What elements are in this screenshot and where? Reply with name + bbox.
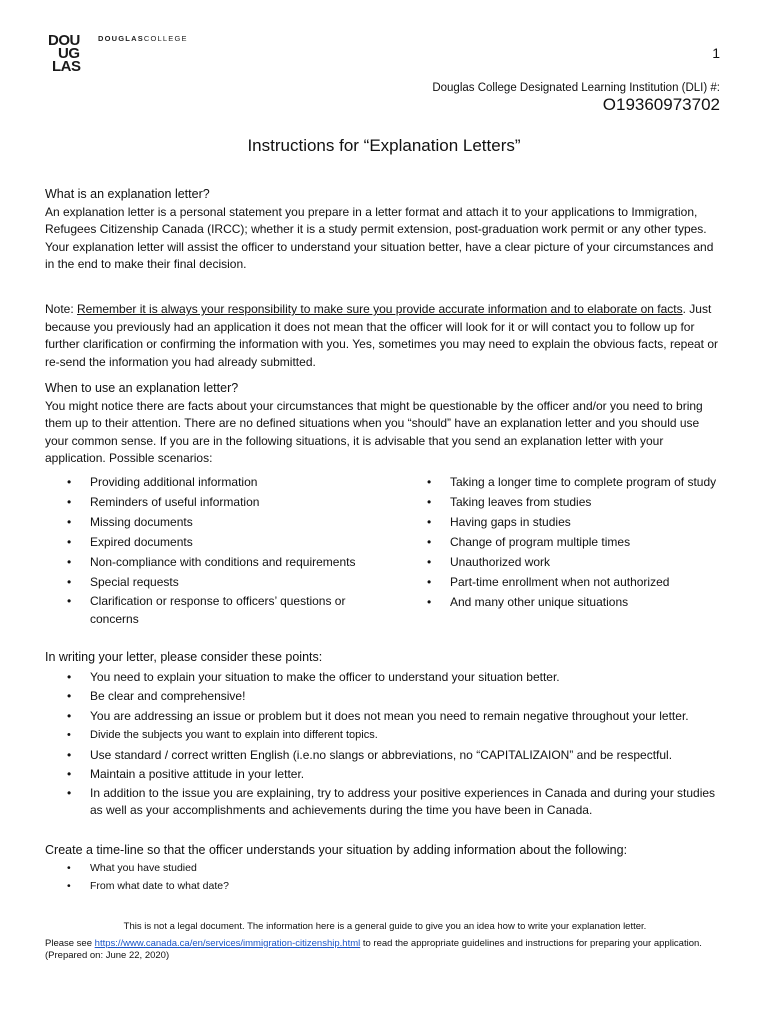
note-paragraph (45, 301, 725, 371)
list-item: • Taking leaves from studies (405, 492, 735, 512)
section-heading: When to use an explanation letter? (45, 381, 239, 395)
section-heading: What is an explanation letter? (45, 187, 210, 201)
list-item: • Clarification or response to officers’ questions or concerns (45, 592, 375, 628)
list-item: • You are addressing an issue or problem but it does not mean you need to remain negative throughout your letter. (45, 707, 725, 727)
list-item: • Providing additional information (45, 472, 375, 492)
brand-light: COLLEGE (143, 34, 188, 43)
section-timeline (45, 841, 725, 895)
footer-see-prefix: Please see (45, 937, 95, 949)
section-writing-points (45, 648, 725, 820)
logo-line-1: DOU (48, 32, 80, 49)
brand-wordmark (98, 34, 188, 43)
canada-ca-link[interactable]: https://www.canada.ca/en/services/immigration-citizenship.html (94, 937, 361, 949)
list-item: • Missing documents (45, 512, 375, 532)
list-item: • Special requests (45, 572, 375, 592)
section-when-to-use (45, 380, 725, 468)
list-item: • Maintain a positive attitude in your letter. (45, 765, 725, 785)
list-item: • Non-compliance with conditions and requirements (45, 552, 375, 572)
note-prefix: Note: (45, 302, 78, 316)
list-item: • Use standard / correct written English (i.e.no slangs or abbreviations, no “CAPITALIZAION” and be respectful. (45, 746, 725, 766)
list-item: • Be clear and comprehensive! (45, 687, 725, 707)
scenarios-right-column (405, 472, 735, 612)
section-heading: In writing your letter, please consider these points: (45, 650, 323, 664)
dli-number: O19360973702 (602, 95, 720, 114)
list-item: • What you have studied (45, 859, 725, 877)
brand-bold: DOUGLAS (98, 34, 144, 43)
dli-label: Douglas College Designated Learning Institution (DLI) #: (432, 82, 720, 94)
section-body: You might notice there are facts about your circumstances that might be questionable by the officer and/or you need to bring them up to their attention. There are no defined situations when you “should” have an explanation letter and you should use your common sense. If you are in the following situations, it is advisable that you send an explanation letter with your application. Possible scenarios: (45, 398, 703, 465)
note-rest: . Just because you previously had an application it does not mean that the officer will look for it or will contact you to follow up for further clarification or confirming the information with you. Yes, sometimes you may need to explain the obvious facts, repeat or re-send the information you had already submitted. (45, 302, 719, 369)
list-item: • Change of program multiple times (405, 532, 735, 552)
scenarios-left-column (45, 472, 375, 628)
list-item: • Having gaps in studies (405, 512, 735, 532)
footer-disclaimer: This is not a legal document. The information here is a general guide to give you an idea how to write your explanation letter. (123, 921, 647, 932)
list-item: • In addition to the issue you are explaining, try to address your positive experiences in Canada and during your studies as well as your accomplishments and achievements during the time you have been in Canada. (45, 785, 725, 820)
page-title: Instructions for “Explanation Letters” (247, 136, 521, 155)
footer-see-suffix: to read the appropriate guidelines and instructions for preparing your application. (Prepared on: June 22, 2020) (45, 937, 702, 961)
list-item: • Reminders of useful information (45, 492, 375, 512)
list-item: • Taking a longer time to complete program of study (405, 472, 735, 492)
list-item: • Expired documents (45, 532, 375, 552)
footer (45, 921, 725, 963)
logo-line-3: LAS (52, 58, 81, 75)
list-item: • From what date to what date? (45, 877, 725, 895)
section-heading: Create a time-line so that the officer understands your situation by adding information about the following: (45, 843, 628, 857)
list-item: • And many other unique situations (405, 592, 735, 612)
section-body: An explanation letter is a personal statement you prepare in a letter format and attach it to your applications to Immigration, Refugees Citizenship Canada (IRCC); whether it is a study permit extension, post-graduation work permit or any other types. Your explanation letter will assist the officer to understand your situation better, have a clear picture of your circumstances and in the end to make their final decision. (45, 204, 714, 271)
logo-line-2: UG (58, 45, 80, 62)
douglas-college-logo (48, 34, 92, 74)
note-underlined: Remember it is always your responsibility to make sure you provide accurate information and to elaborate on facts (77, 302, 683, 316)
section-what-is (45, 186, 725, 274)
page-number: 1 (712, 45, 720, 61)
list-item: • You need to explain your situation to make the officer to understand your situation better. (45, 668, 725, 688)
list-item: • Part-time enrollment when not authorized (405, 572, 735, 592)
list-item: • Divide the subjects you want to explain into different topics. (45, 726, 725, 746)
list-item: • Unauthorized work (405, 552, 735, 572)
